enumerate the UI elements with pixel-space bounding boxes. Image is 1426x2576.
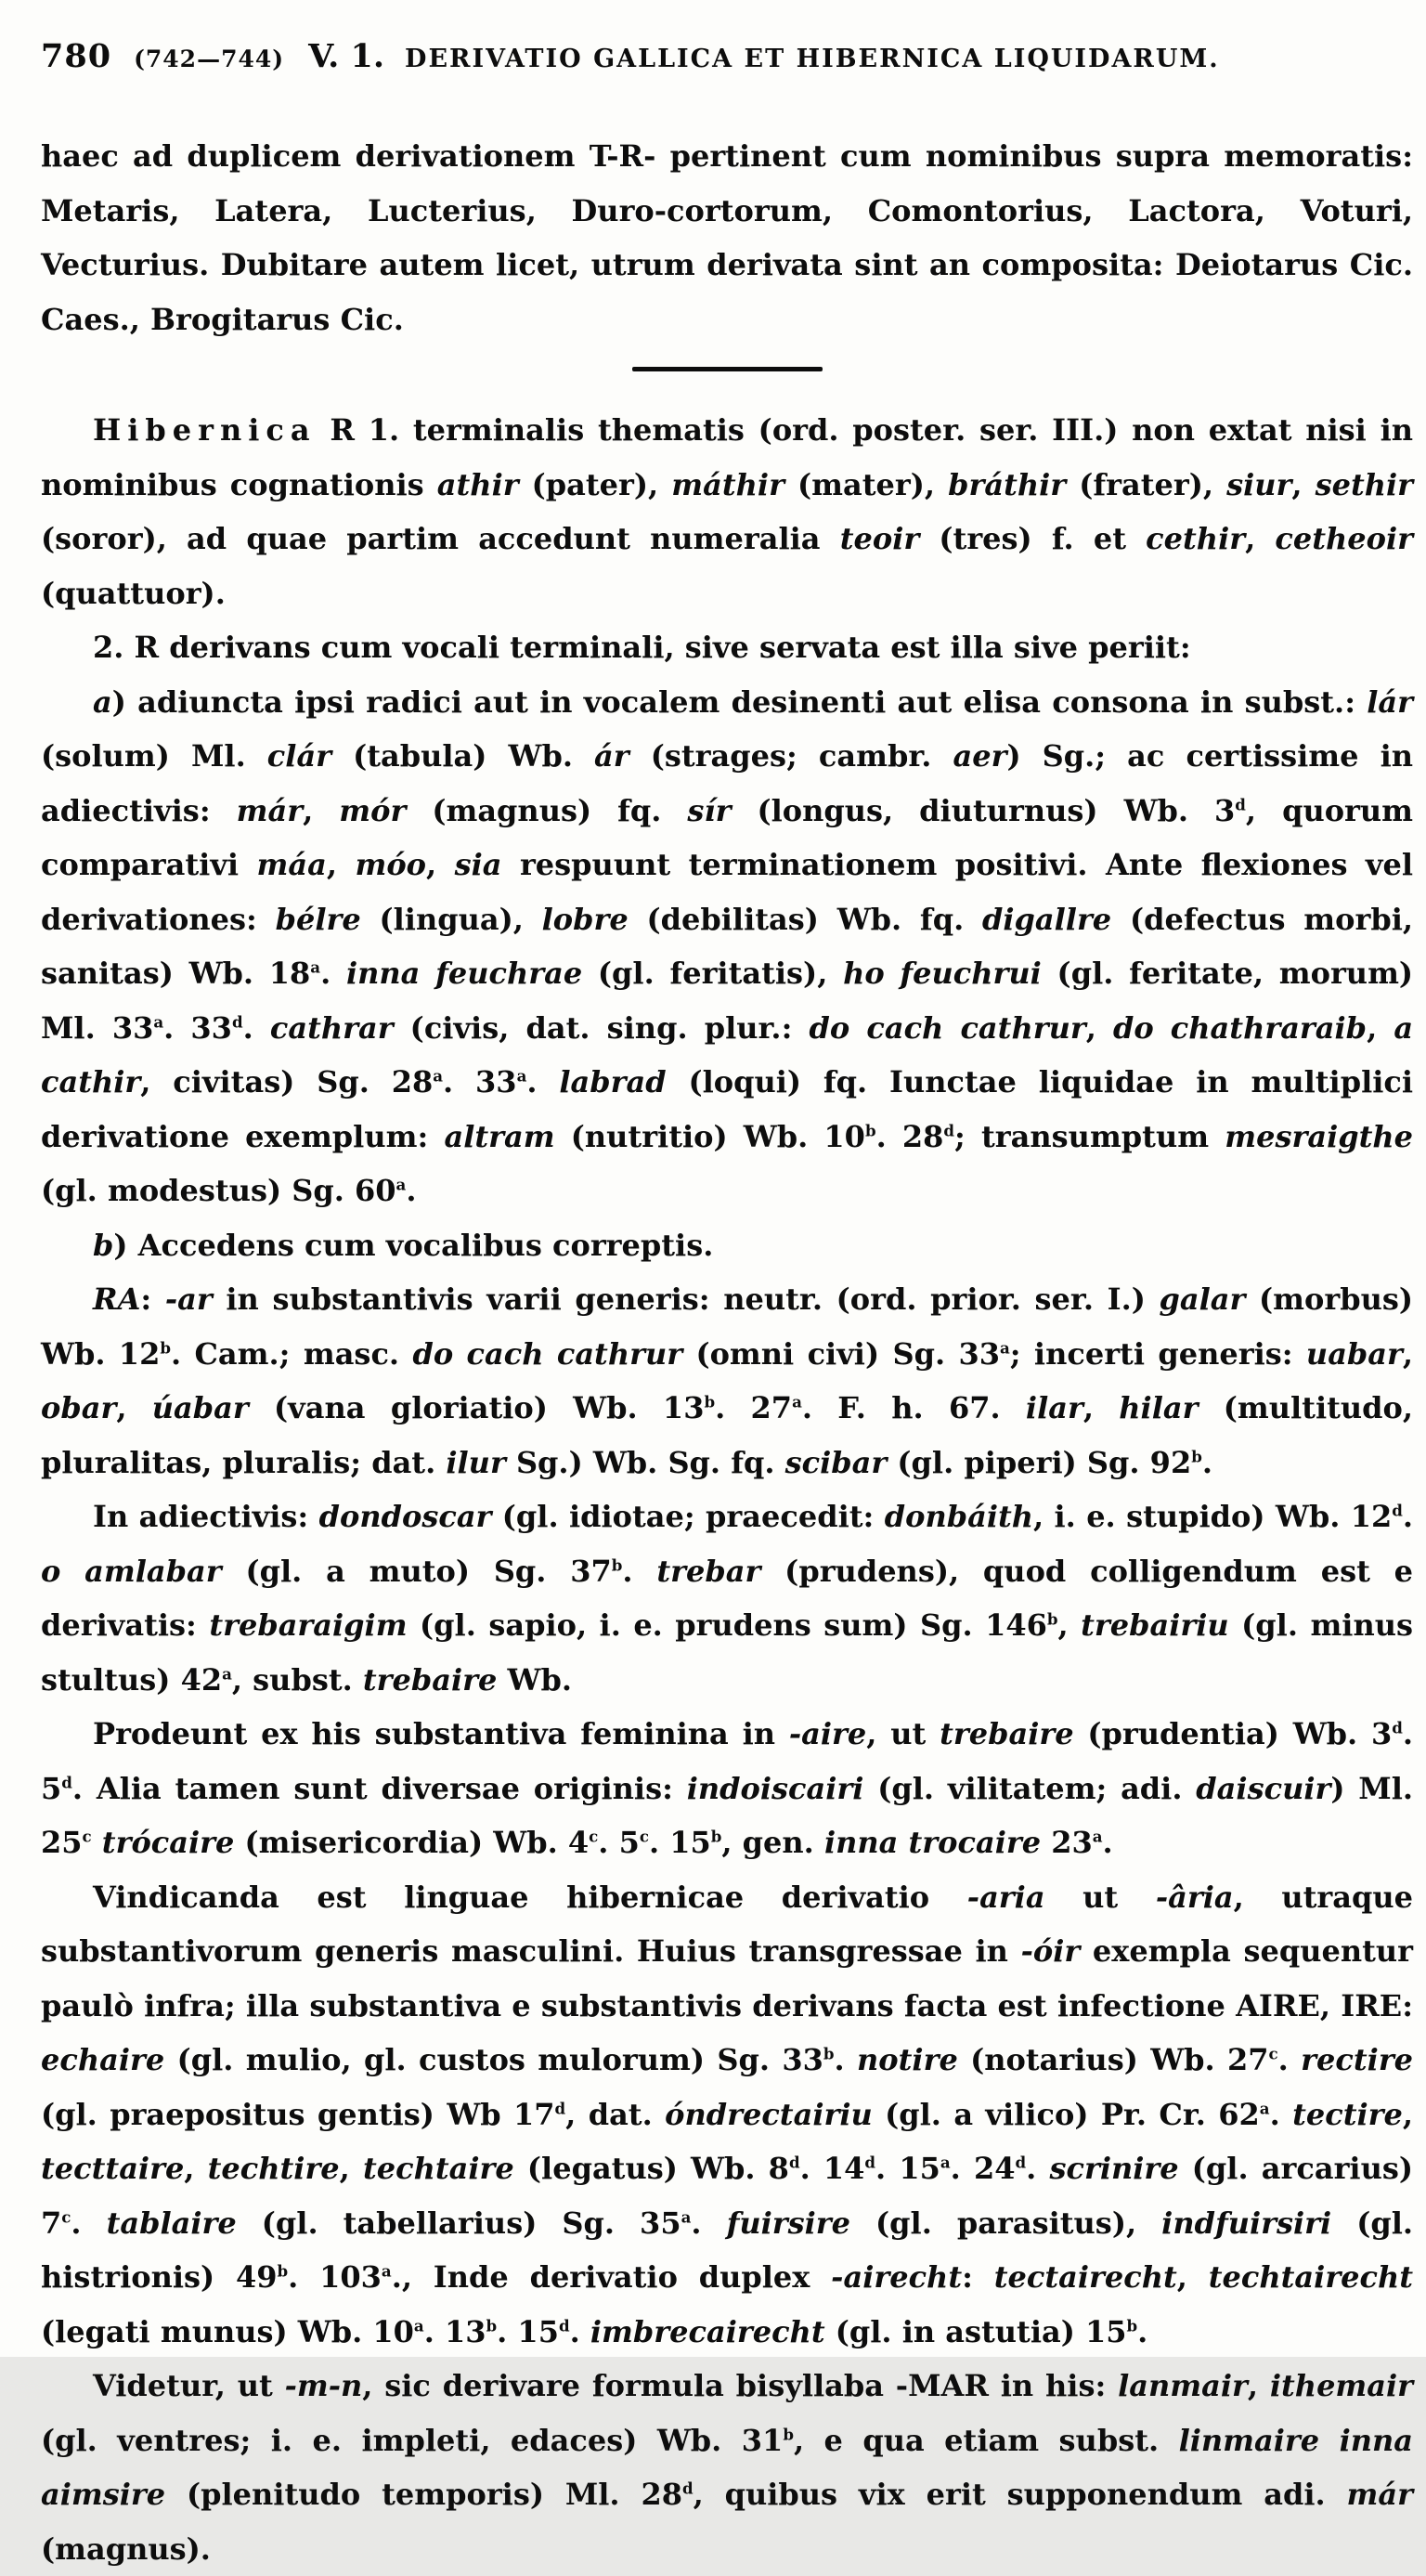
page-header [41,37,1413,75]
paragraph-item-b: b) Accedens cum vocalibus correptis. [93,1227,714,1263]
paragraph-prodeunt: Prodeunt ex his substantiva feminina in -aire, ut trebaire (prudentia) Wb. 3$^d$. 5$^d$. Alia tamen sunt diversae originis: indoiscairi (gl. vilitatem; adi. daiscuir) Ml. 25$^c$ trócaire (misericordia) Wb. 4$^c$. 5$^c$. 15$^b$, gen. inna trocaire 23$^a$. [41,1716,1414,1860]
section-number: V. 1. [308,37,385,75]
page-body [41,129,1413,2576]
paragraph-continuation: haec ad duplicem derivationem T-R- pertinent cum nominibus supra memoratis: Metaris, Latera, Lucterius, Duro-cortorum, Comontorius, Lactora, Voturi, Vecturius. Dubitare autem licet, utrum derivata sint an composita: Deiotarus Cic. Caes., Brogitarus Cic. [41,138,1413,337]
page-number: 780 [41,37,112,75]
paragraph-ra-suffix: RA: -ar in substantivis varii generis: neutr. (ord. prior. ser. I.) galar (morbus) Wb. 12$^b$. Cam.; masc. do cach cathrur (omni civi) Sg. 33$^a$; incerti generis: uabar, obar, úabar (vana gloriatio) Wb. 13$^b$. 27$^a$. F. h. 67. ilar, hilar (multitudo, pluralitas, pluralis; dat. ilur Sg.) Wb. Sg. fq. scibar (gl. piperi) Sg. 92$^b$. [41,1281,1414,1480]
paragraph-item-2: 2. R derivans cum vocali terminali, sive servata est illa sive periit: [93,630,1191,665]
paragraph-hibernica: Hibernica R 1. terminalis thematis (ord. poster. ser. III.) non extat nisi in nominibus cognationis athir (pater), máthir (mater), bráthir (frater), siur, sethir (soror), ad quae partim accedunt numeralia teoir (tres) f. et cethir, cetheoir (quattuor). [41,412,1414,611]
paragraph-in-adiectivis: In adiectivis: dondoscar (gl. idiotae; praecedit: donbáith, i. e. stupido) Wb. 12$^d$. o amlabar (gl. a muto) Sg. 37$^b$. trebar (prudens), quod colligendum est e derivatis: trebaraigim (gl. sapio, i. e. prudens sum) Sg. 146$^b$, trebairiu (gl. minus stultus) 42$^a$, subst. trebaire Wb. [41,1499,1414,1698]
section-divider-rule [632,367,823,371]
paragraph-vindicanda: Vindicanda est linguae hibernicae derivatio -aria ut -âria, utraque substantivorum generis masculini. Huius transgressae in -óir exempla sequentur paulò infra; illa substantiva e substantivis derivans facta est infectione AIRE, IRE: echaire (gl. mulio, gl. custos mulorum) Sg. 33$^b$. notire (notarius) Wb. 27$^c$. rectire (gl. praepositus gentis) Wb 17$^d$, dat. óndrectairiu (gl. a vilico) Pr. Cr. 62$^a$. tectire, tecttaire, techtire, techtaire (legatus) Wb. 8$^d$. 14$^d$. 15$^a$. 24$^d$. scrinire (gl. arcarius) 7$^c$. tablaire (gl. tabellarius) Sg. 35$^a$. fuirsire (gl. parasitus), indfuirsiri (gl. histrionis) 49$^b$. 103$^a$., Inde derivatio duplex -airecht: tectairecht, techtairecht (legati munus) Wb. 10$^a$. 13$^b$. 15$^d$. imbrecairecht (gl. in astutia) 15$^b$. [41,1879,1414,2349]
paragraph-videtur: Videtur, ut -m-n, sic derivare formula bisyllaba -MAR in his: lanmair, ithemair (gl. ventres; i. e. impleti, edaces) Wb. 31$^b$, e qua etiam subst. linmaire inna aimsire (plenitudo temporis) Ml. 28$^d$, quibus vix erit supponendum adi. már (magnus). [41,2368,1414,2567]
running-title: DERIVATIO GALLICA ET HIBERNICA LIQUIDARUM. [405,45,1220,73]
folio-range: (742—744) [134,46,285,72]
paragraph-item-a: a) adiuncta ipsi radici aut in vocalem desinenti aut elisa consona in subst.: lár (solum) Ml. clár (tabula) Wb. ár (strages; cambr. aer) Sg.; ac certissime in adiectivis: már, mór (magnus) fq. sír (longus, diuturnus) Wb. 3$^d$, quorum comparativi máa, móo, sia respuunt terminationem positivi. Ante flexiones vel derivationes: bélre (lingua), lobre (debilitas) Wb. fq. digallre (defectus morbi, sanitas) Wb. 18$^a$. inna feuchrae (gl. feritatis), ho feuchrui (gl. feritate, morum) Ml. 33$^a$. 33$^d$. cathrar (civis, dat. sing. plur.: do cach cathrur, do chathraraib, a cathir, civitas) Sg. 28$^a$. 33$^a$. labrad (loqui) fq. Iunctae liquidae in multiplici derivatione exemplum: altram (nutritio) Wb. 10$^b$. 28$^d$; transumptum mesraigthe (gl. modestus) Sg. 60$^a$. [41,683,1414,1208]
